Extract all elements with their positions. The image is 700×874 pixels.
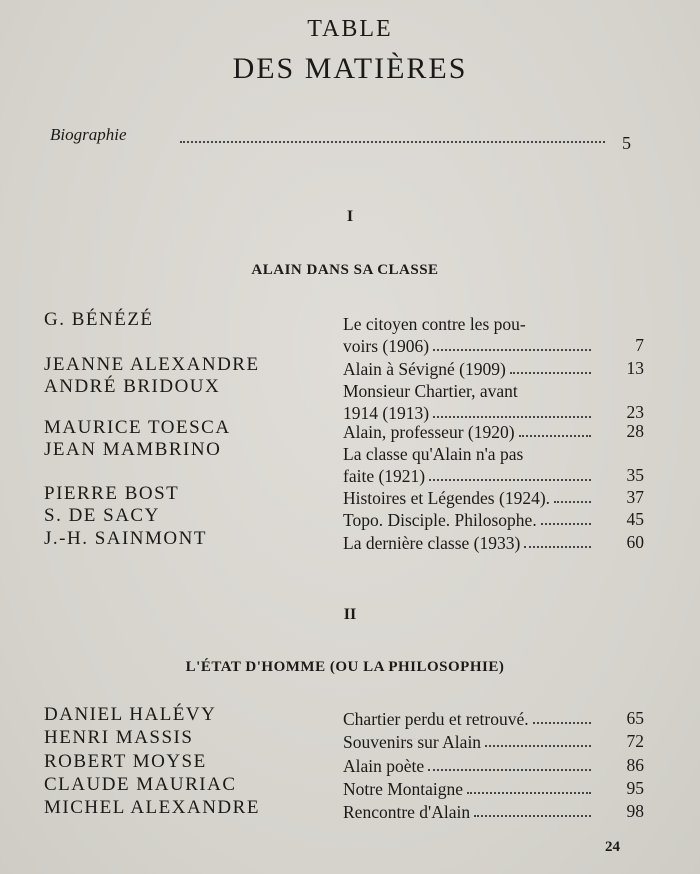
biography-label: Biographie [50, 125, 127, 144]
entry-title-line: faite (1921) [343, 466, 426, 486]
entry-title-line: Rencontre d'Alain [343, 802, 471, 822]
entry-author: CLAUDE MAURIAC [44, 774, 237, 795]
entry-title [343, 731, 593, 753]
entry-author: JEANNE ALEXANDRE [44, 354, 260, 375]
dot-leader [524, 532, 591, 548]
entry-title-line: 1914 (1913) [343, 403, 430, 423]
entry-page: 23 [626, 402, 644, 422]
entry-title [343, 755, 593, 777]
entry-title-line: Alain à Sévigné (1909) [343, 359, 506, 379]
entry-page: 37 [626, 487, 644, 507]
entry-title-line: Le citoyen contre les pou- [343, 314, 526, 334]
dot-leader [485, 731, 591, 747]
entry-title [343, 532, 593, 554]
entry-title [343, 708, 593, 730]
dot-leader [519, 421, 591, 437]
entry-title [343, 421, 593, 443]
entry-title-line: Topo. Disciple. Philosophe. [343, 510, 537, 530]
title-line-2: DES MATIÈRES [232, 52, 468, 85]
dot-leader [533, 708, 591, 724]
entry-author: JEAN MAMBRINO [44, 439, 222, 460]
title-line-1: TABLE [307, 16, 393, 42]
dot-leader [541, 509, 591, 525]
entry-title-line: Souvenirs sur Alain [343, 732, 482, 752]
part-2-heading: L'ÉTAT D'HOMME (OU LA PHILOSOPHIE) [185, 659, 505, 675]
entry-title-line: Chartier perdu et retrouvé. [343, 709, 529, 729]
dot-leader [554, 487, 591, 503]
entry-author: DANIEL HALÉVY [44, 704, 217, 725]
entry-page: 95 [626, 778, 644, 798]
entry-author: J.-H. SAINMONT [44, 528, 207, 549]
entry-title [343, 380, 593, 424]
dot-leader [180, 141, 605, 143]
entry-title-line: La dernière classe (1933) [343, 533, 521, 553]
entry-author: MAURICE TOESCA [44, 417, 231, 438]
entry-page: 72 [626, 731, 644, 751]
entry-title [343, 778, 593, 800]
entry-author: S. DE SACY [44, 505, 160, 526]
entry-page: 13 [626, 358, 644, 378]
entry-author: PIERRE BOST [44, 483, 180, 504]
entry-page: 65 [626, 708, 644, 728]
entry-title [343, 801, 593, 823]
entry-title [343, 313, 593, 357]
part-1-heading: ALAIN DANS SA CLASSE [251, 262, 439, 278]
biography-page: 5 [622, 133, 631, 153]
entry-page: 98 [626, 801, 644, 821]
entry-author: ANDRÉ BRIDOUX [44, 376, 221, 397]
entry-page: 86 [626, 755, 644, 775]
entry-title-line: Alain, professeur (1920) [343, 422, 515, 442]
page-folio: 24 [605, 839, 620, 855]
biography-entry [50, 125, 635, 151]
entry-author: MICHEL ALEXANDRE [44, 797, 260, 818]
entry-page: 7 [635, 335, 644, 355]
dot-leader [433, 402, 591, 418]
entry-title [343, 509, 593, 531]
entry-title-line: Histoires et Légendes (1924). [343, 488, 551, 508]
entry-title-line: Alain poète [343, 756, 425, 776]
dot-leader [467, 778, 591, 794]
dot-leader [429, 465, 591, 481]
entry-title-line: Notre Montaigne [343, 779, 464, 799]
entry-title-line: Monsieur Chartier, avant [343, 381, 518, 401]
dot-leader [433, 335, 591, 351]
part-2-numeral: II [343, 606, 357, 623]
entry-title [343, 358, 593, 380]
entry-title-line: voirs (1906) [343, 336, 430, 356]
part-1-numeral: I [346, 208, 354, 225]
entry-author: G. BÉNÉZÉ [44, 309, 154, 330]
entry-author: HENRI MASSIS [44, 727, 194, 748]
dot-leader [474, 801, 591, 817]
dot-leader [428, 755, 591, 771]
entry-title-line: La classe qu'Alain n'a pas [343, 444, 524, 464]
entry-page: 28 [626, 421, 644, 441]
entry-title [343, 443, 593, 487]
entry-author: ROBERT MOYSE [44, 751, 207, 772]
entry-title [343, 487, 593, 509]
entry-page: 45 [626, 509, 644, 529]
dot-leader [510, 358, 591, 374]
entry-page: 60 [626, 532, 644, 552]
entry-page: 35 [626, 465, 644, 485]
